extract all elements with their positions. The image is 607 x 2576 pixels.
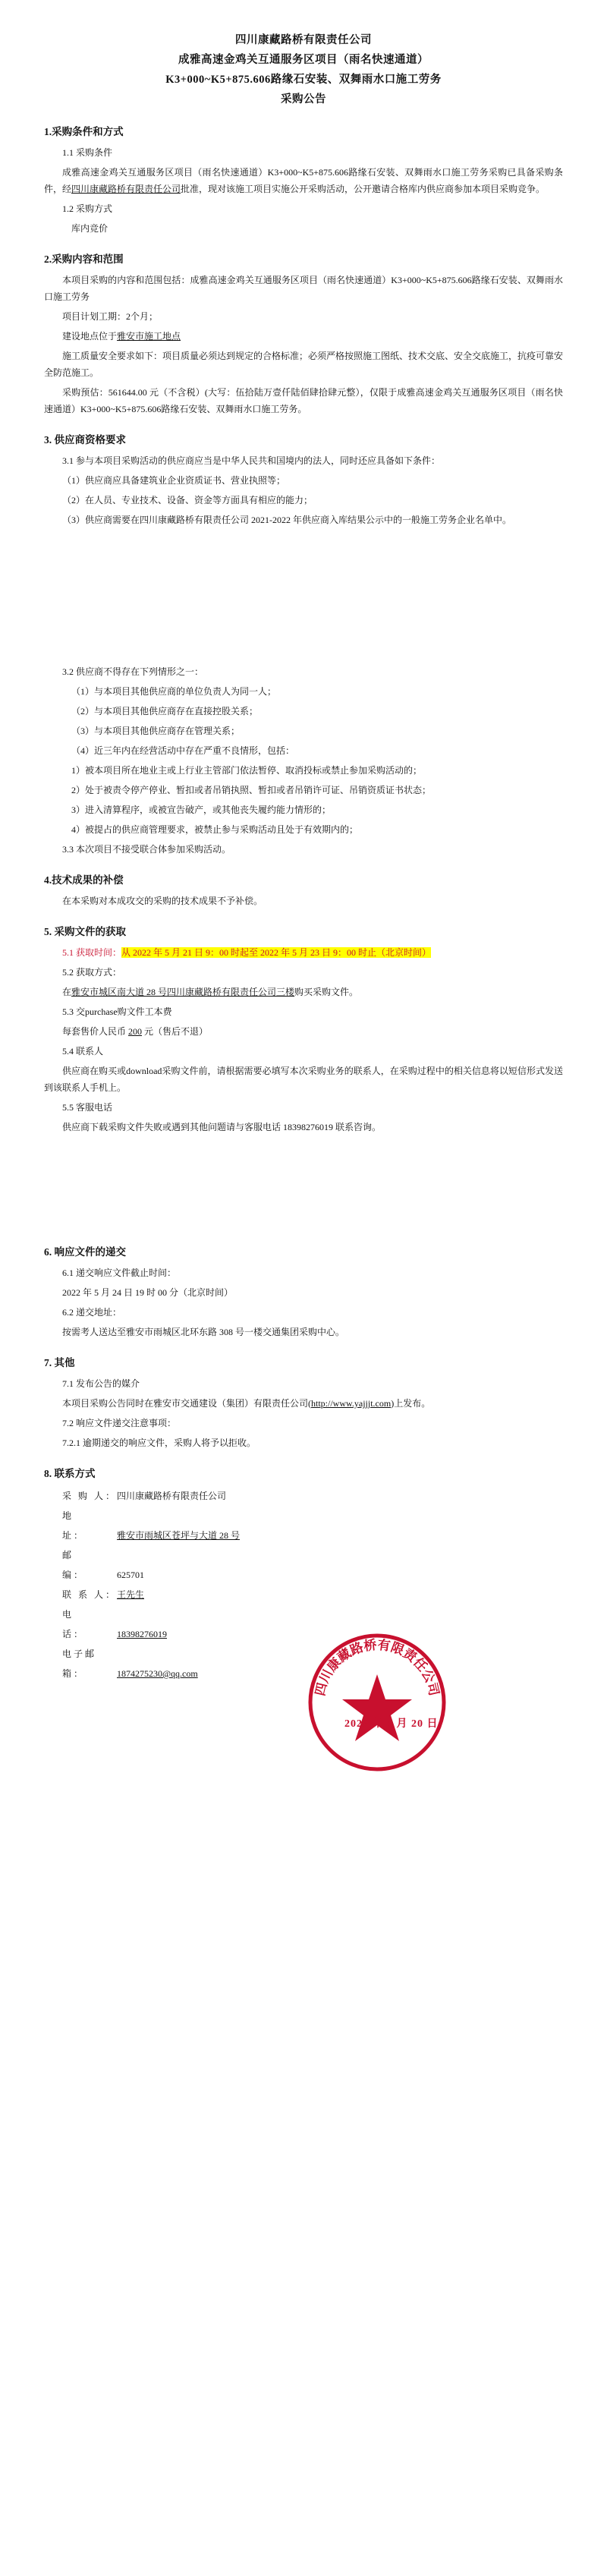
s3-sub-item-3: （3）与本项目其他供应商存在管理关系； bbox=[71, 726, 241, 736]
contact-row: 联 系 人：王先生 bbox=[62, 1589, 145, 1600]
s7-sub-1: 7.1 发布公告的媒介 bbox=[62, 1378, 140, 1389]
s3-paragraph-2: 3.2 供应商不得存在下列情形之一： bbox=[62, 666, 204, 677]
section-8-heading: 8. 联系方式 bbox=[44, 1468, 96, 1479]
contact-row: 电 话： 18398276019 bbox=[62, 1609, 167, 1639]
contact-row: 邮 编： 625701 bbox=[62, 1550, 144, 1580]
s6-sub-1: 6.1 递交响应文件截止时间： bbox=[62, 1268, 177, 1278]
s1-link-company[interactable]: 四川康藏路桥有限责任公司 bbox=[71, 184, 181, 194]
page-sheet-1 bbox=[0, 30, 607, 1775]
s7-sub-2: 7.2 响应文件递交注意事项： bbox=[62, 1418, 177, 1428]
s5-sub-5: 5.5 客服电话 bbox=[62, 1102, 113, 1113]
s5-paragraph-3: 每套售价人民币 200 元（售后不退） bbox=[62, 1026, 209, 1037]
s3-item-1: （1）供应商应具备建筑业企业资质证书、营业执照等； bbox=[62, 475, 286, 486]
s4-paragraph-1: 在本采购对本成攻交的采购的技术成果不予补偿。 bbox=[62, 896, 263, 906]
document-title bbox=[44, 30, 563, 109]
s2-paragraph-4: 施工质量安全要求如下：项目质量必须达到规定的合格标准；必须严格按照施工图纸、技术交底、安全交底施工，抗疫可靠安全防范施工。 bbox=[44, 351, 564, 378]
s1-sub-1: 1.1 采购条件 bbox=[62, 147, 113, 158]
title-line-1: 成雅高速金鸡关互通服务区项目（雨名快速通道） bbox=[178, 54, 429, 66]
section-5-heading: 5. 采购文件的获取 bbox=[44, 926, 126, 937]
s1-paragraph-1: 成雅高速金鸡关互通服务区项目（雨名快速通道）K3+000~K5+875.606路缘石安装、双舞雨水口施工劳务采购已具备采购条件，经四川康藏路桥有限责任公司批准，现对该施工项目实施公开采购活动，公开邀请合格库内供应商参加本项目采购竞争。 bbox=[44, 167, 563, 194]
s3-paragraph-1: 3.1 参与本项目采购活动的供应商应当是中华人民共和国境内的法人，同时还应具备如下条件： bbox=[62, 455, 441, 466]
title-line-2: K3+000~K5+875.606路缘石安装、双舞雨水口施工劳务 bbox=[165, 74, 442, 86]
contact-row: 采 购 人：四川康藏路桥有限责任公司 bbox=[62, 1491, 227, 1501]
s6-paragraph-1: 2022 年 5 月 24 日 19 时 00 分（北京时间） bbox=[62, 1287, 234, 1298]
s2-paragraph-2: 项目计划工期：2个月； bbox=[62, 311, 159, 322]
svg-text:四川康藏路桥有限责任公司: 四川康藏路桥有限责任公司 bbox=[313, 1637, 442, 1698]
section-1-heading: 1.采购条件和方式 bbox=[44, 126, 124, 137]
s3-sub-item-2: （2）与本项目其他供应商存在直接控股关系； bbox=[71, 706, 259, 716]
s6-sub-2: 6.2 递交地址： bbox=[62, 1307, 122, 1318]
s5-paragraph-2: 在雅安市城区南大道 28 号四川康藏路桥有限责任公司三楼购买采购文件。 bbox=[62, 987, 359, 997]
s7-website-link[interactable]: http://www.yajjjt.com bbox=[311, 1398, 392, 1409]
s3-item-3: （3）供应商需要在四川康藏路桥有限责任公司 2021-2022 年供应商入库结果公示中的一般施工劳务企业名单中。 bbox=[62, 515, 512, 525]
company-name: 四川康藏路桥有限责任公司 bbox=[235, 34, 372, 46]
section-7-heading: 7. 其他 bbox=[44, 1357, 75, 1368]
contact-row: 地 址： 雅安市雨城区苍坪与大道 28 号 bbox=[62, 1510, 241, 1541]
s5-acquire-time-highlight: 从 2022 年 5 月 21 日 9：00 时起至 2022 年 5 月 23 日 9：00 时止（北京时间） bbox=[121, 947, 432, 958]
s3-paragraph-3: 3.3 本次项目不接受联合体参加采购活动。 bbox=[62, 844, 231, 855]
s3-sub-sub-item-2: 2）处于被责令停产停业、暂扣或者吊销执照、暂扣或者吊销许可证、吊销资质证书状态； bbox=[71, 785, 432, 795]
seal-date: 2022 年 5 月 20 日 bbox=[344, 1718, 439, 1730]
document-page bbox=[0, 30, 607, 1775]
s3-sub-sub-item-4: 4）被提占的供应商管理要求，被禁止参与采购活动且处于有效期内的； bbox=[71, 824, 359, 835]
s2-paragraph-5: 采购预估：561644.00 元（不含税）(大写：伍拾陆万壹仟陆佰肆拾肆元整），仅限于成雅高速金鸡关互通服务区项目（雨名快速通道）K3+000~K5+875.606路缘石安装、双舞雨水口施工劳务。 bbox=[44, 387, 563, 414]
s2-paragraph-1: 本项目采购的内容和范围包括：成雅高速金鸡关互通服务区项目（雨名快速通道）K3+000~K5+875.606路缘石安装、双舞雨水口施工劳务 bbox=[44, 275, 563, 302]
s6-paragraph-2: 按需考人送达至雅安市雨城区北环东路 308 号一楼交通集团采购中心。 bbox=[62, 1327, 345, 1337]
s5-sub-2: 5.2 获取方式： bbox=[62, 967, 122, 978]
section-2-heading: 2.采购内容和范围 bbox=[44, 254, 124, 265]
s3-sub-sub-item-3: 3）进入清算程序，或被宣告破产，或其他丧失履约能力情形的； bbox=[71, 805, 332, 815]
s5-sub-4: 5.4 联系人 bbox=[62, 1046, 104, 1057]
s3-sub-item-1: （1）与本项目其他供应商的单位负责人为同一人； bbox=[71, 686, 277, 697]
s5-sub-3: 5.3 交purchase购文件工本费 bbox=[62, 1006, 172, 1017]
s5-paragraph-5: 供应商下载采购文件失败或遇到其他问题请与客服电话 18398276019 联系咨询。 bbox=[62, 1122, 382, 1132]
s5-acquire-time: 5.1 获取时间：从 2022 年 5 月 21 日 9：00 时起至 2022 年 5 月 23 日 9：00 时止（北京时间） bbox=[62, 947, 432, 958]
contact-row: 电子邮箱： 1874275230@qq.com bbox=[62, 1649, 198, 1679]
company-seal bbox=[305, 1630, 449, 1775]
s7-paragraph-1: 本项目采购公告同时在雅安市交通建设（集团）有限责任公司(http://www.yajjjt.com)上发布。 bbox=[62, 1398, 431, 1409]
s7-paragraph-2: 7.2.1 逾期递交的响应文件，采购人将予以拒收。 bbox=[62, 1438, 256, 1448]
s3-sub-item-4: （4）近三年内在经营活动中存在严重不良情形，包括： bbox=[71, 745, 295, 756]
section-4-heading: 4.技术成果的补偿 bbox=[44, 874, 124, 886]
s5-paragraph-4: 供应商在购买或download采购文件前，请根据需要必填写本次采购业务的联系人，在采购过程中的相关信息将以短信形式发送到该联系人手机上。 bbox=[44, 1066, 563, 1093]
title-line-3: 采购公告 bbox=[281, 93, 326, 105]
s1-sub-2: 1.2 采购方式 bbox=[62, 203, 113, 214]
s1-paragraph-2: 库内竞价 bbox=[71, 223, 109, 234]
s3-item-2: （2）在人员、专业技术、设备、资金等方面具有相应的能力； bbox=[62, 495, 313, 505]
s2-paragraph-3: 建设地点位于雅安市施工地点 bbox=[62, 331, 181, 342]
section-6-heading: 6. 响应文件的递交 bbox=[44, 1246, 126, 1258]
section-3-heading: 3. 供应商资格要求 bbox=[44, 434, 126, 446]
s3-sub-sub-item-1: 1）被本项目所在地业主或上行业主管部门依法暂停、取消投标或禁止参加采购活动的； bbox=[71, 765, 423, 776]
